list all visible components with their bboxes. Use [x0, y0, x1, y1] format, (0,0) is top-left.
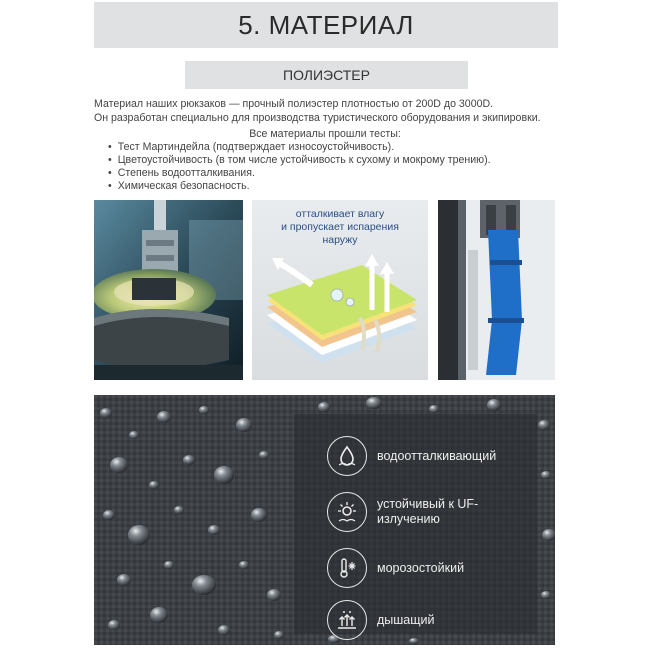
feature-panel	[294, 414, 537, 634]
tests-heading: Все материалы прошли тесты:	[249, 128, 401, 140]
intro-text	[94, 97, 564, 125]
feature-label: водоотталкивающий	[377, 448, 497, 463]
list-item: • Тест Мартиндейла (подтверждает износоустойчивость).	[108, 141, 491, 154]
intro-line: Он разработан специально для производства туристического оборудования и экипировки.	[94, 112, 541, 124]
subtitle-bar	[185, 61, 468, 89]
caption-line: отталкивает влагу	[295, 208, 385, 220]
intro-line: Материал наших рюкзаков — прочный полиэстер плотностью от 200D до 3000D.	[94, 98, 494, 110]
feature-frost-resistant	[327, 548, 464, 588]
list-item: • Степень водоотталкивания.	[108, 167, 491, 180]
tensile-test-photo	[438, 200, 555, 380]
list-item: • Химическая безопасность.	[108, 180, 491, 193]
martindale-test-photo	[94, 200, 243, 380]
fabric-photo	[94, 395, 555, 645]
thermometer-snowflake-icon	[327, 548, 367, 588]
feature-breathable	[327, 600, 435, 640]
sun-icon	[327, 492, 367, 532]
breathable-icon	[327, 600, 367, 640]
page-title: 5. МАТЕРИАЛ	[238, 9, 414, 40]
caption-line: наружу	[322, 234, 358, 246]
membrane-diagram	[252, 200, 428, 380]
feature-label: морозостойкий	[377, 560, 465, 575]
tests-list	[108, 141, 491, 193]
section-subtitle: ПОЛИЭСТЕР	[283, 67, 370, 83]
feature-label: дышащий	[377, 612, 435, 627]
feature-uv-resistant	[327, 492, 487, 532]
feature-label: устойчивый к UF-излучению	[377, 497, 479, 526]
caption-line: и пропускает испарения	[281, 221, 399, 233]
water-drop-icon	[327, 436, 367, 476]
feature-water-repellent	[327, 436, 496, 476]
title-bar	[94, 2, 558, 48]
list-item: • Цветоустойчивость (в том числе устойчивость к сухому и мокрому трению).	[108, 154, 491, 167]
